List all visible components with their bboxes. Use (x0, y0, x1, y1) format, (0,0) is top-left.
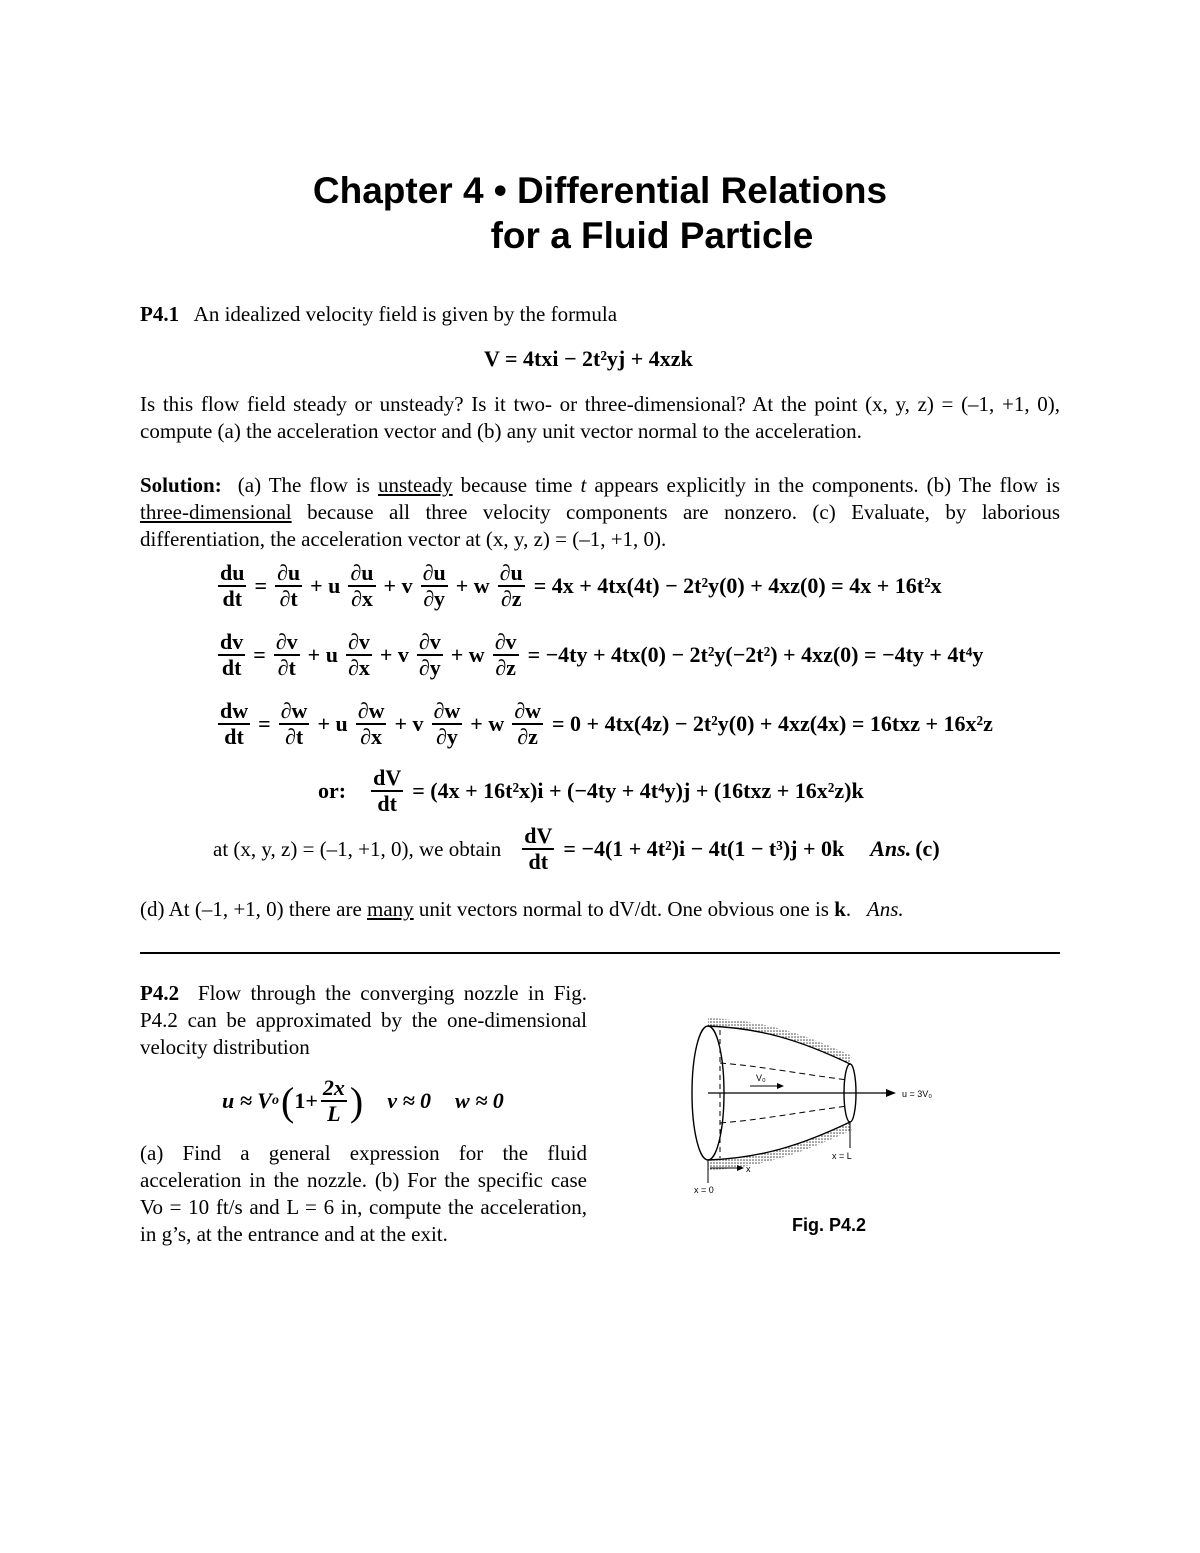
sol-a-unsteady: unsteady (377, 473, 453, 497)
nozzle-bottom-wall (708, 1122, 852, 1170)
sol-a-end: appears explicitly in the components. (b) The flow is (594, 473, 1061, 497)
p41-solution (140, 472, 1060, 553)
x0-label: x = 0 (694, 1185, 714, 1195)
p41-question: Is this flow field steady or unsteady? Is it two- or three-dimensional? At the point (x, y, z) = (–1, +1, 0), compute (a) the acceleration vector and (b) any unit vector normal to the acceleration. (140, 392, 1060, 443)
v0-label: V₀ (756, 1073, 766, 1083)
eq-one: 1+ (294, 1088, 318, 1113)
sol-b-post: because all three velocity components are nonzero. (c) Evaluate, by laborious differentiation, the acceleration vector at (x, y, z) = (–1, +1, 0). (140, 500, 1061, 551)
d-many: many (367, 897, 414, 921)
p41-part-d (140, 896, 1060, 923)
at-point-text: at (x, y, z) = (–1, +1, 0), we obtain (213, 836, 502, 861)
section-divider (140, 952, 1060, 954)
nozzle-top-wall (708, 1018, 852, 1064)
eq-w: w ≈ 0 (455, 1088, 504, 1113)
dv-dt-equation: $\frac{dv}{dt}$ = $\frac{\partial v}{\partial t}$ + u $\frac{\partial v}{\partial x}$ + v $\frac{\partial v}{\partial y}$ + w $\frac{\partial v}{\partial z}$ = −4ty + 4tx(0) − 2t²y(−2t²) + 4xz(0) = −4ty + 4t⁴y (220, 629, 984, 680)
eq-v: v ≈ 0 (387, 1088, 432, 1113)
converging-nozzle-figure (680, 1018, 960, 1203)
dw-dt-rhs: = 0 + 4tx(4z) − 2t²y(0) + 4xz(4x) = 16txz + 16x²z (552, 711, 993, 736)
chapter-title-line2: for a Fluid Particle (490, 215, 814, 256)
dV-dt-equation: or: $\frac{dV}{dt}$ = (4x + 16t²x)i + (−4ty + 4t⁴y)j + (16txz + 16x²z)k (318, 765, 864, 816)
u3v0-label: u = 3V₀ (902, 1089, 933, 1099)
p42-intro (140, 980, 587, 1061)
or-label: or: (318, 778, 347, 803)
d-mid: unit vectors normal to dV/dt. One obvious one is (418, 897, 829, 921)
du-dt-rhs: = 4x + 4tx(4t) − 2t²y(0) + 4xz(0) = 4x + 16t²x (533, 573, 942, 598)
figure-caption: Fig. P4.2 (792, 1215, 867, 1235)
ans-c-label: Ans. (870, 836, 912, 861)
ans-d-label: Ans. (866, 897, 904, 921)
dV-result: = −4(1 + 4t²)i − 4t(1 − t³)j + 0k (563, 836, 845, 861)
d-pre: (d) At (–1, +1, 0) there are (140, 897, 362, 921)
p41-intro-text: An idealized velocity field is given by the formula (193, 302, 618, 326)
ans-c-tag: (c) (915, 836, 940, 861)
dv-dt-rhs: = −4ty + 4tx(0) − 2t²y(−2t²) + 4xz(0) = −4ty + 4t⁴y (527, 642, 984, 667)
chapter-title-line1: Chapter 4 • Differential Relations (312, 170, 888, 211)
p41-label: P4.1 (140, 302, 180, 326)
dV-dt-rhs: = (4x + 16t²x)i + (−4ty + 4t⁴y)j + (16txz + 16x²z)k (412, 778, 864, 803)
eq-frac-num: 2x (322, 1075, 345, 1100)
d-k: k (834, 897, 846, 921)
p42-label: P4.2 (140, 981, 180, 1005)
nozzle-velocity-equation: u ≈ V o ( 1+ $\frac{2x}{L}$ ) v ≈ 0 w ≈ 0 (222, 1075, 504, 1126)
p42-intro-text: Flow through the converging nozzle in Fig. P4.2 can be approximated by the one-dimensional velocity distribution (140, 981, 588, 1059)
velocity-field-equation: V = 4txi − 2t²yj + 4xzk (484, 346, 693, 371)
p42-body: (a) Find a general expression for the fluid acceleration in the nozzle. (b) For the specific case Vo = 10 ft/s and L = 6 in, compute the acceleration, in g’s, at the entrance and at the exit. (140, 1141, 587, 1246)
p41-intro (140, 301, 1060, 328)
sol-a-post: because time (460, 473, 573, 497)
sol-b-three-dimensional: three-dimensional (140, 500, 292, 524)
du-dt-equation: $\frac{du}{dt}$ = $\frac{\partial u}{\partial t}$ + u $\frac{\partial u}{\partial x}$ + v $\frac{\partial u}{\partial y}$ + w $\frac{\partial u}{\partial z}$ = 4x + 4tx(4t) − 2t²y(0) + 4xz(0) = 4x + 16t²x (220, 560, 942, 611)
dw-dt-equation: $\frac{dw}{dt}$ = $\frac{\partial w}{\partial t}$ + u $\frac{\partial w}{\partial x}$ + v $\frac{\partial w}{\partial y}$ + w $\frac{\partial w}{\partial z}$ = 0 + 4tx(4z) − 2t²y(0) + 4xz(4x) = 16txz + 16x²z (220, 698, 993, 749)
xL-label: x = L (832, 1151, 852, 1161)
eq-u: u ≈ V (222, 1088, 272, 1113)
d-end: . (845, 897, 852, 921)
sol-a-pre: (a) The flow is (237, 473, 370, 497)
x-label: x (746, 1164, 751, 1174)
acceleration-result: at (x, y, z) = (–1, +1, 0), we obtain $\frac{dV}{dt}$ = −4(1 + 4t²)i − 4t(1 − t³)j + 0k Ans. (c) (213, 823, 940, 874)
sol-a-t: t (580, 473, 587, 497)
eq-frac-den: L (327, 1101, 341, 1126)
solution-label: Solution: (140, 473, 222, 497)
